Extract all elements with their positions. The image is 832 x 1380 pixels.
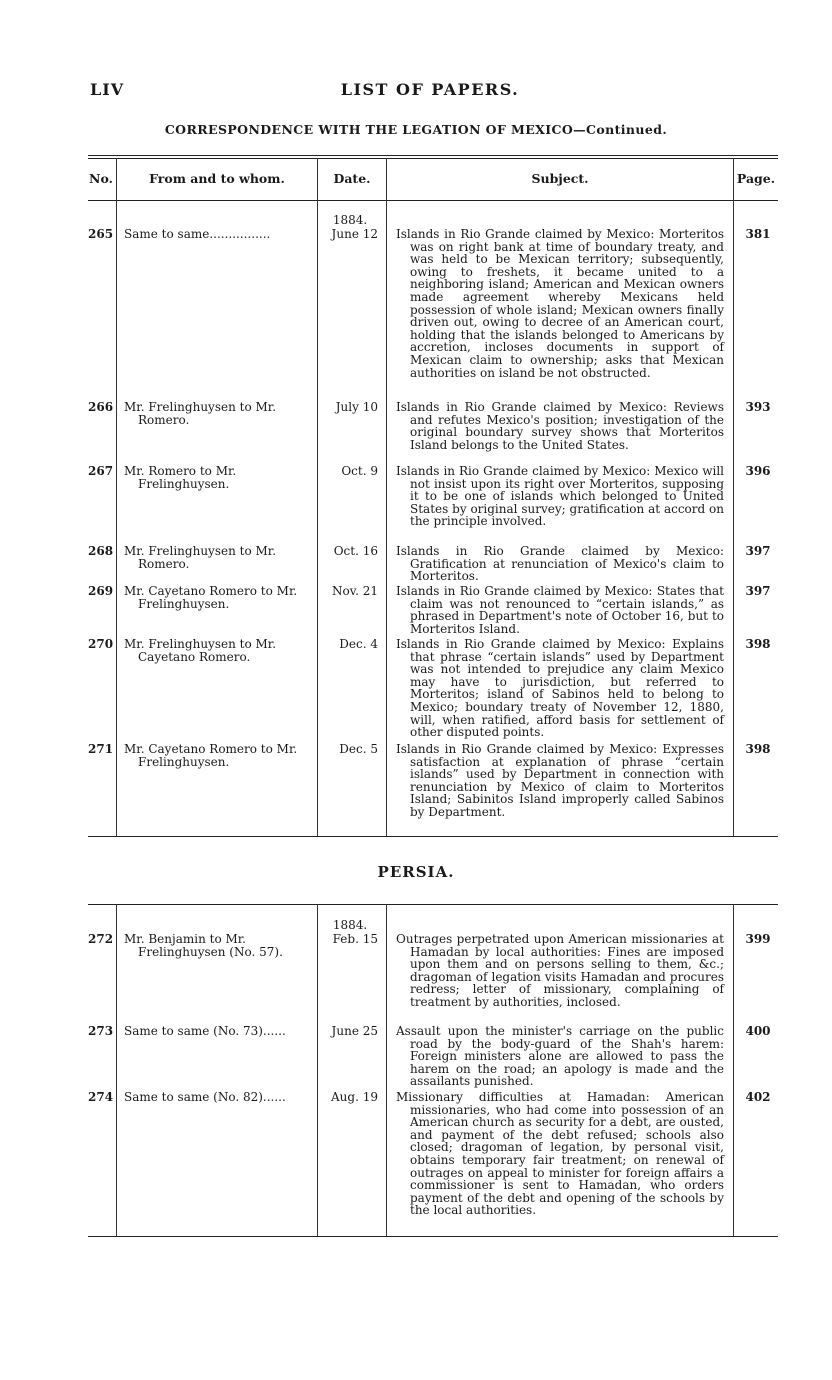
row-page: 396 — [745, 464, 771, 478]
header-from: From and to whom. — [149, 171, 285, 186]
row-subject: Outrages perpetrated upon American missionaries at Hamadan by local authorities: Fines are imposed upon them and on persons selling to them, &c.; dragoman of legation visits Hamadan and procures redress; letter of missionary, complaining of treatment by authorities, inclosed. — [396, 932, 724, 1009]
col-divider — [386, 904, 387, 1236]
row-from: Same to same (No. 73)...... — [124, 1024, 286, 1038]
row-subject: Islands in Rio Grande claimed by Mexico: Gratification at renunciation of Mexico's claim to Morteritos. — [396, 544, 724, 584]
row-date: Dec. 5 — [339, 742, 378, 756]
col-divider — [317, 158, 318, 836]
year-label: 1884. — [332, 918, 368, 932]
row-subject: Islands in Rio Grande claimed by Mexico: Reviews and refutes Mexico's position; investigation of the original boundary survey shows that Morteritos Island belongs to the United States. — [396, 400, 724, 452]
header-date: Date. — [333, 171, 371, 186]
row-page: 397 — [745, 544, 771, 558]
row-number: 265 — [88, 227, 114, 241]
row-from: Mr. Frelinghuysen to Mr. Romero. — [124, 400, 277, 427]
row-page: 398 — [745, 637, 771, 651]
row-date: Nov. 21 — [332, 584, 378, 598]
row-subject: Islands in Rio Grande claimed by Mexico: Expresses satisfaction at explanation of phrase “certain islands” used by Department in connection with renunciation by Mexico of claim to Morteritos Island; Sabinitos Island improperly called Sabinos by Department. — [396, 742, 724, 819]
row-number: 270 — [88, 637, 114, 651]
row-number: 266 — [88, 400, 114, 414]
row-date: June 25 — [331, 1024, 378, 1038]
persia-bottom-rule — [88, 1236, 778, 1237]
row-page: 399 — [745, 932, 771, 946]
row-number: 269 — [88, 584, 114, 598]
row-page: 402 — [745, 1090, 771, 1104]
row-number: 271 — [88, 742, 114, 756]
row-page: 398 — [745, 742, 771, 756]
table-top-rule-2 — [88, 158, 778, 159]
row-from: Mr. Cayetano Romero to Mr. Frelinghuysen. — [124, 584, 298, 611]
row-subject: Islands in Rio Grande claimed by Mexico: Morteritos was on right bank at time of boundary treaty, and was held to be Mexican territory; subsequently, owing to freshets, it became united to a neighboring island; American and Mexican owners made agreement whereby Mexicans held possession of whole island; Mexican owners finally driven out, owing to decree of an American court, holding that the islands belonged to Americans by accretion, incloses documents in support of Mexican claim to ownership; asks that Mexican authorities on island be not obstructed. — [396, 227, 724, 380]
row-date: Feb. 15 — [332, 932, 378, 946]
row-subject: Islands in Rio Grande claimed by Mexico: Explains that phrase “certain islands” used by Department was not intended to prejudice any claim Mexico may have to jurisdiction, but referred to Morteritos; island of Sabinos held to belong to Mexico; boundary treaty of November 12, 1880, will, when ratified, afford basis for settlement of other disputed points. — [396, 637, 724, 740]
col-divider — [733, 904, 734, 1236]
row-page: 400 — [745, 1024, 771, 1038]
row-number: 273 — [88, 1024, 114, 1038]
row-date: Oct. 9 — [341, 464, 378, 478]
row-subject: Assault upon the minister's carriage on the public road by the body-guard of the Shah's harem: Foreign ministers alone are allowed to pass the harem on the road; an apology is made and the assailants punished. — [396, 1024, 724, 1089]
header-page: Page. — [736, 171, 776, 186]
row-subject: Islands in Rio Grande claimed by Mexico: States that claim was not renounced to “certain islands,” as phrased in Department's note of October 16, but to Morteritos Island. — [396, 584, 724, 636]
header-no: No. — [89, 171, 113, 186]
row-from: Mr. Cayetano Romero to Mr. Frelinghuysen. — [124, 742, 298, 769]
row-from: Mr. Frelinghuysen to Mr. Cayetano Romero. — [124, 637, 277, 664]
row-date: Oct. 16 — [333, 544, 378, 558]
table-bottom-rule — [88, 836, 778, 837]
row-from: Same to same (No. 82)...... — [124, 1090, 286, 1104]
row-date: Dec. 4 — [339, 637, 378, 651]
row-number: 267 — [88, 464, 114, 478]
row-date: June 12 — [331, 227, 378, 241]
section-heading-mexico: CORRESPONDENCE WITH THE LEGATION OF MEXICO—Continued. — [164, 122, 668, 137]
header-subject: Subject. — [531, 171, 589, 186]
row-number: 268 — [88, 544, 114, 558]
page-number: LIV — [90, 80, 125, 99]
col-divider — [116, 904, 117, 1236]
row-date: Aug. 19 — [331, 1090, 378, 1104]
row-page: 393 — [745, 400, 771, 414]
section-heading-persia: PERSIA. — [377, 863, 455, 881]
row-number: 272 — [88, 932, 114, 946]
page-title: LIST OF PAPERS. — [340, 80, 520, 99]
col-divider — [386, 158, 387, 836]
col-divider — [733, 158, 734, 836]
row-from: Mr. Frelinghuysen to Mr. Romero. — [124, 544, 277, 571]
table-top-rule — [88, 155, 778, 156]
persia-top-rule — [88, 904, 778, 905]
row-from: Mr. Benjamin to Mr. Frelinghuysen (No. 57). — [124, 932, 283, 959]
year-label: 1884. — [332, 213, 368, 227]
col-divider — [116, 158, 117, 836]
row-from: Mr. Romero to Mr. Frelinghuysen. — [124, 464, 237, 491]
row-date: July 10 — [335, 400, 378, 414]
row-number: 274 — [88, 1090, 114, 1104]
row-page: 381 — [745, 227, 771, 241]
row-subject: Missionary difficulties at Hamadan: American missionaries, who had come into possession of an American church as security for a debt, are ousted, and payment of the debt refused; schools also closed; dragoman of legation, by personal visit, obtains temporary fair treatment; on renewal of outrages on appeal to minister for foreign affairs a commissioner is sent to Hamadan, who orders payment of the debt and opening of the schools by the local authorities. — [396, 1090, 724, 1218]
row-from: Same to same................ — [124, 227, 271, 241]
row-subject: Islands in Rio Grande claimed by Mexico: Mexico will not insist upon its right over Morteritos, supposing it to be one of islands which belonged to United States by original survey; gratification at accord on the principle involved. — [396, 464, 724, 529]
header-bottom-rule — [88, 200, 778, 201]
row-page: 397 — [745, 584, 771, 598]
